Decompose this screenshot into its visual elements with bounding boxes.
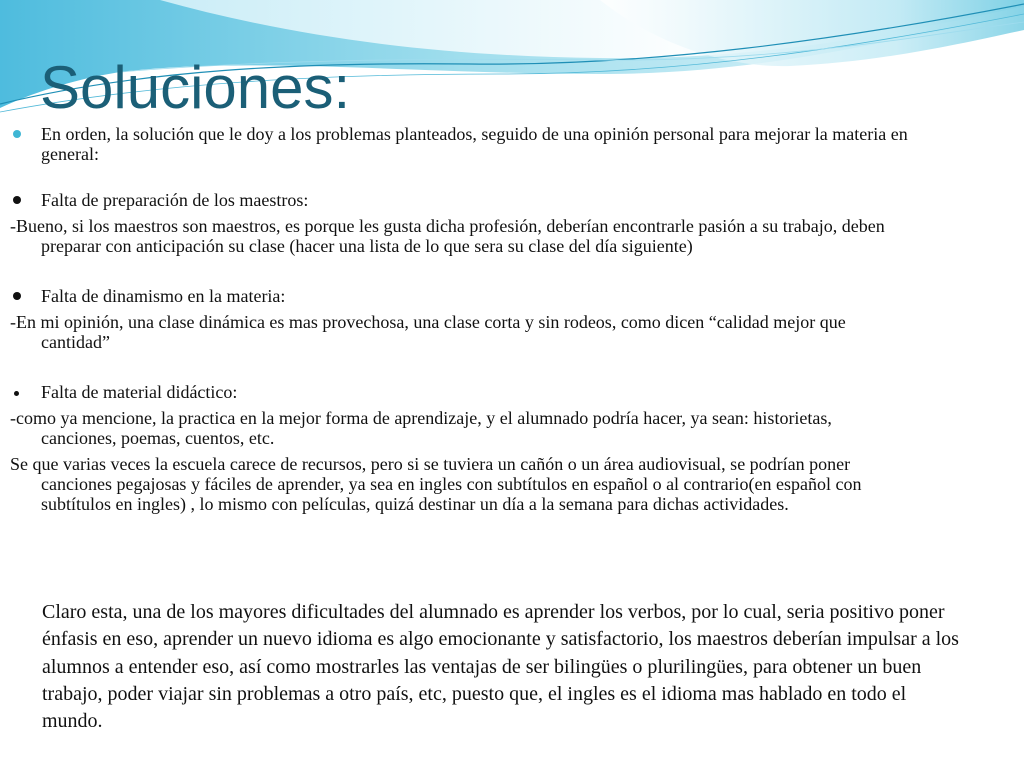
bullet-text: Falta de preparación de los maestros: bbox=[41, 190, 309, 210]
bullet-item bbox=[10, 382, 910, 402]
bullet-dot-icon bbox=[13, 196, 21, 204]
paragraph: Se que varias veces la escuela carece de recursos, pero si se tuviera un cañón o un área audiovisual, se podrían poner canciones pegajosas y fáciles de aprender, ya sea en ingles con subtítulos en español o al contrario(en español con subtítulos en ingles) , lo mismo con películas, quizá destinar un día a la semana para dichas actividades. bbox=[10, 454, 862, 514]
slide-title: Soluciones: bbox=[40, 54, 351, 121]
closing-paragraph: Claro esta, una de los mayores dificultades del alumnado es aprender los verbos, por lo cual, seria positivo poner énfasis en eso, aprender un nuevo idioma es algo emocionante y satisfactorio, los maestros deberían impulsar a los alumnos a entender eso, así como mostrarles las ventajas de ser bilingües o plurilingües, para obtener un buen trabajo, poder viajar sin problemas a otro país, etc, puesto que, el ingles es el idioma mas hablado en todo el mundo. bbox=[42, 601, 959, 733]
bullet-item bbox=[10, 286, 910, 306]
bullet-text: En orden, la solución que le doy a los problemas planteados, seguido de una opinión personal para mejorar la materia en general: bbox=[41, 124, 908, 164]
bullet-item bbox=[10, 124, 910, 164]
bullet-text: Falta de dinamismo en la materia: bbox=[41, 286, 286, 306]
paragraph: -Bueno, si los maestros son maestros, es porque les gusta dicha profesión, deberían encontrarle pasión a su trabajo, deben preparar con anticipación su clase (hacer una lista de lo que sera su clase del día siguiente) bbox=[10, 216, 885, 256]
bullet-item bbox=[10, 190, 910, 210]
bullet-dot-icon bbox=[14, 391, 19, 396]
paragraph: -En mi opinión, una clase dinámica es mas provechosa, una clase corta y sin rodeos, como dicen “calidad mejor que cantidad” bbox=[10, 312, 846, 352]
bullet-dot-icon bbox=[13, 292, 21, 300]
paragraph: -como ya mencione, la practica en la mejor forma de aprendizaje, y el alumnado podría hacer, ya sean: historietas, canciones, poemas, cuentos, etc. bbox=[10, 408, 832, 448]
bullet-dot-icon bbox=[13, 130, 21, 138]
bullet-text: Falta de material didáctico: bbox=[41, 382, 238, 402]
slide-body bbox=[10, 124, 910, 514]
